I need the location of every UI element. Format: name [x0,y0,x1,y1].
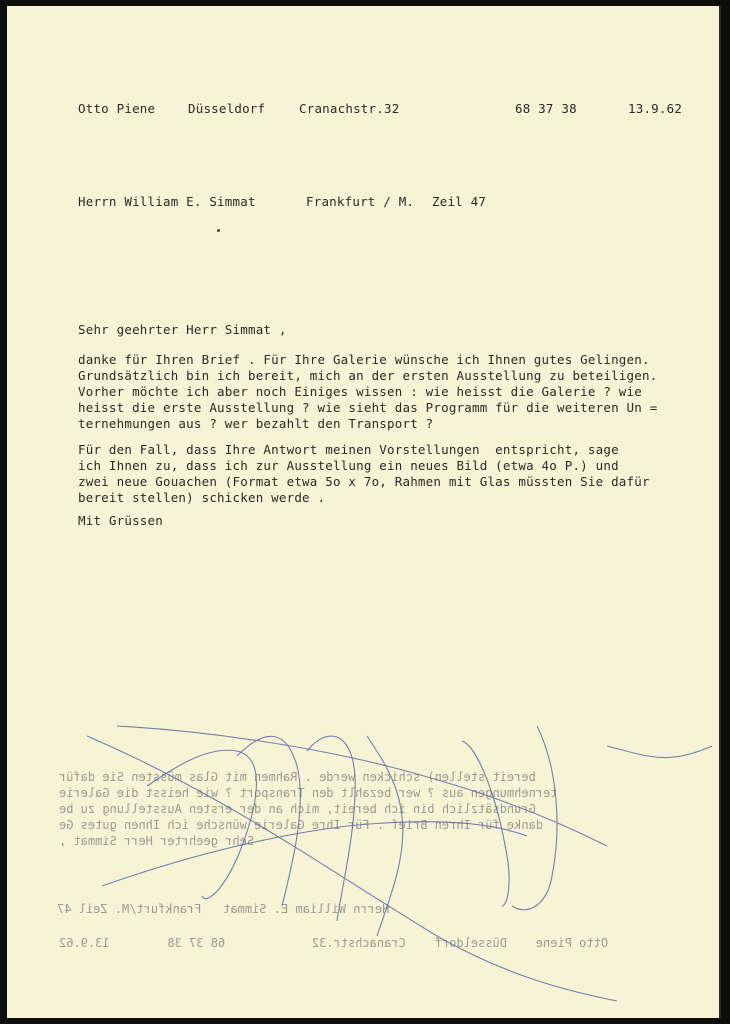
recipient-name: Herrn William E. Simmat [78,194,256,209]
letter-page [7,6,721,1018]
sender-name: Otto Piene [78,101,156,116]
offset-text-line: bereit stellen) schicken werde . Rahmen mit Glas müssten Sie dafür [59,770,536,784]
body-line: Für den Fall, dass Ihre Antwort meinen Vorstellungen entspricht, sage [78,442,619,457]
signature-scribble [7,6,721,1018]
body-line: bereit stellen) schicken werde . [78,490,326,505]
body-line: heisst die erste Ausstellung ? wie sieht das Programm für die weiteren Un = [78,400,658,415]
body-line: zwei neue Gouachen (Format etwa 5o x 7o, Rahmen mit Glas müssten Sie dafür [78,474,650,489]
sender-street: Cranachstr.32 [299,101,400,116]
offset-text-line: ternehmungen aus ? wer bezahlt den Transport ? wie heisst die Galerie [59,786,558,800]
offset-text-line: Grundsätzlich bin ich bereit, mich an der ersten Ausstellung zu be [59,802,536,816]
offset-recipient: Herrn William E. Simmat Frankfurt/M. Zeil 47 [57,902,390,916]
body-line: Grundsätzlich bin ich bereit, mich an der ersten Ausstellung zu beteiligen. [78,368,658,383]
body-line: ternehmungen aus ? wer bezahlt den Transport ? [78,416,434,431]
offset-text-line: Sehr geehrter Herr Simmat , [59,834,255,848]
offset-header: Otto Piene Düsseldorf Cranachstr.32 68 37 38 13.9.62 [59,936,609,950]
closing: Mit Grüssen [78,513,163,528]
letter-date: 13.9.62 [628,101,683,116]
body-line: ich Ihnen zu, dass ich zur Ausstellung ein neues Bild (etwa 4o P.) und [78,458,619,473]
sender-phone: 68 37 38 [515,101,577,116]
body-line: Vorher möchte ich aber noch Einiges wissen : wie heisst die Galerie ? wie [78,384,642,399]
sender-city: Düsseldorf [188,101,266,116]
recipient-city: Frankfurt / M. [306,194,415,209]
salutation: Sehr geehrter Herr Simmat , [78,322,287,337]
recipient-address: Zeil 47 [432,194,487,209]
offset-text-line: danke für Ihren Brief . Für Ihre Galerie wünsche ich Ihnen gutes Ge [59,818,544,832]
body-line: danke für Ihren Brief . Für Ihre Galerie wünsche ich Ihnen gutes Gelingen. [78,352,650,367]
